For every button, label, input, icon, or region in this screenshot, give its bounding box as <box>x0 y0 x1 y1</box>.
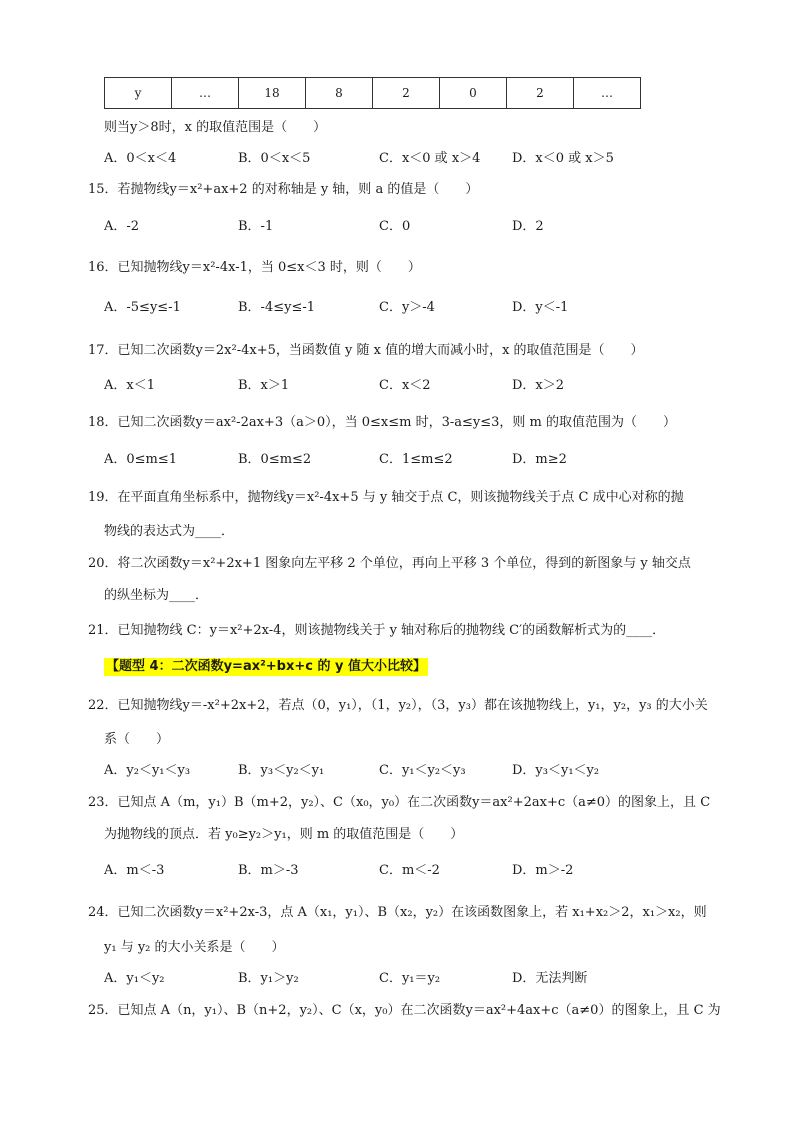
table-cell: 0 <box>440 78 507 109</box>
question-stem: 18．已知二次函数y＝ax²-2ax+3（a＞0），当 0≤x≤m 时，3-a≤y≤3，则 m 的取值范围为（ ） <box>88 415 676 430</box>
option-a: A．y₁＜y₂ <box>104 971 165 986</box>
option-d: D．m≥2 <box>512 452 567 467</box>
option-a: A．x＜1 <box>104 378 155 393</box>
question-stem: 则当y＞8时，x 的取值范围是（ ） <box>104 120 327 135</box>
option-c: C．1≤m≤2 <box>379 452 453 467</box>
option-a: A．-2 <box>104 219 140 234</box>
option-c: C．y₁＝y₂ <box>379 971 441 986</box>
option-a: A．m＜-3 <box>104 863 165 878</box>
question-stem: 23．已知点 A（m，y₁）B（m+2，y₂）、C（x₀，y₀）在二次函数y＝ax²+2ax+c（a≠0）的图象上，且 C <box>88 795 711 810</box>
table-cell: … <box>172 78 239 109</box>
question-stem: 24．已知二次函数y＝x²+2x-3，点 A（x₁，y₁）、B（x₂，y₂）在该函数图象上，若 x₁+x₂＞2，x₁＞x₂，则 <box>88 905 707 920</box>
option-c: C．x＜2 <box>379 378 431 393</box>
value-table <box>104 77 641 109</box>
option-d: D．无法判断 <box>512 971 588 986</box>
question-stem: 16．已知抛物线y＝x²-4x-1，当 0≤x＜3 时，则（ ） <box>88 260 421 275</box>
table-cell: … <box>574 78 641 109</box>
option-c: C．x＜0 或 x＞4 <box>379 151 481 166</box>
option-b: B．y₁＞y₂ <box>238 971 299 986</box>
option-d: D．x＜0 或 x＞5 <box>512 151 614 166</box>
option-d: D．y₃＜y₁＜y₂ <box>512 763 600 778</box>
option-a: A．0≤m≤1 <box>104 452 178 467</box>
option-d: D．y＜-1 <box>512 300 569 315</box>
question-stem: y₁ 与 y₂ 的大小关系是（ ） <box>104 940 285 955</box>
option-b: B．m＞-3 <box>238 863 299 878</box>
option-c: C．0 <box>379 219 411 234</box>
option-c: C．m＜-2 <box>379 863 440 878</box>
option-b: B．-1 <box>238 219 274 234</box>
table-cell: 8 <box>306 78 373 109</box>
option-a: A．0＜x＜4 <box>104 151 177 166</box>
question-stem: 21．已知抛物线 C：y＝x²+2x-4，则该抛物线关于 y 轴对称后的抛物线 C′的函数解析式为的____． <box>88 623 666 638</box>
option-c: C．y₁＜y₂＜y₃ <box>379 763 466 778</box>
table-cell: 2 <box>373 78 440 109</box>
question-stem: 20．将二次函数y＝x²+2x+1 图象向左平移 2 个单位，再向上平移 3 个单位，得到的新图象与 y 轴交点 <box>88 556 691 571</box>
section-heading: 【题型 4：二次函数y=ax²+bx+c 的 y 值大小比较】 <box>106 659 427 674</box>
question-stem: 物线的表达式为____． <box>104 524 235 539</box>
option-a: A．y₂＜y₁＜y₃ <box>104 763 191 778</box>
table-cell: 18 <box>239 78 306 109</box>
option-b: B．-4≤y≤-1 <box>238 300 316 315</box>
option-d: D．x＞2 <box>512 378 565 393</box>
option-c: C．y＞-4 <box>379 300 435 315</box>
question-stem: 15．若抛物线y＝x²+ax+2 的对称轴是 y 轴，则 a 的值是（ ） <box>88 182 479 197</box>
table-row <box>105 78 641 109</box>
question-stem: 系（ ） <box>104 732 170 747</box>
question-stem: 19．在平面直角坐标系中，抛物线y＝x²-4x+5 与 y 轴交于点 C，则该抛物线关于点 C 成中心对称的抛 <box>88 490 684 505</box>
option-b: B．0＜x＜5 <box>238 151 311 166</box>
option-a: A．-5≤y≤-1 <box>104 300 181 315</box>
question-stem: 17．已知二次函数y＝2x²-4x+5，当函数值 y 随 x 值的增大而减小时，x 的取值范围是（ ） <box>88 343 644 358</box>
option-b: B．x＞1 <box>238 378 290 393</box>
option-d: D．m＞-2 <box>512 863 574 878</box>
option-d: D．2 <box>512 219 544 234</box>
option-b: B．0≤m≤2 <box>238 452 312 467</box>
question-stem: 的纵坐标为____． <box>104 588 209 603</box>
table-cell: 2 <box>507 78 574 109</box>
table-cell: y <box>105 78 172 109</box>
question-stem: 25．已知点 A（n，y₁）、B（n+2，y₂）、C（x，y₀）在二次函数y＝ax²+4ax+c（a≠0）的图象上，且 C 为 <box>88 1003 721 1018</box>
question-stem: 为抛物线的顶点．若 y₀≥y₂＞y₁，则 m 的取值范围是（ ） <box>104 827 464 842</box>
question-stem: 22．已知抛物线y＝-x²+2x+2，若点（0，y₁），（1，y₂），（3，y₃）都在该抛物线上，y₁，y₂，y₃ 的大小关 <box>88 698 708 713</box>
option-b: B．y₃＜y₂＜y₁ <box>238 763 325 778</box>
